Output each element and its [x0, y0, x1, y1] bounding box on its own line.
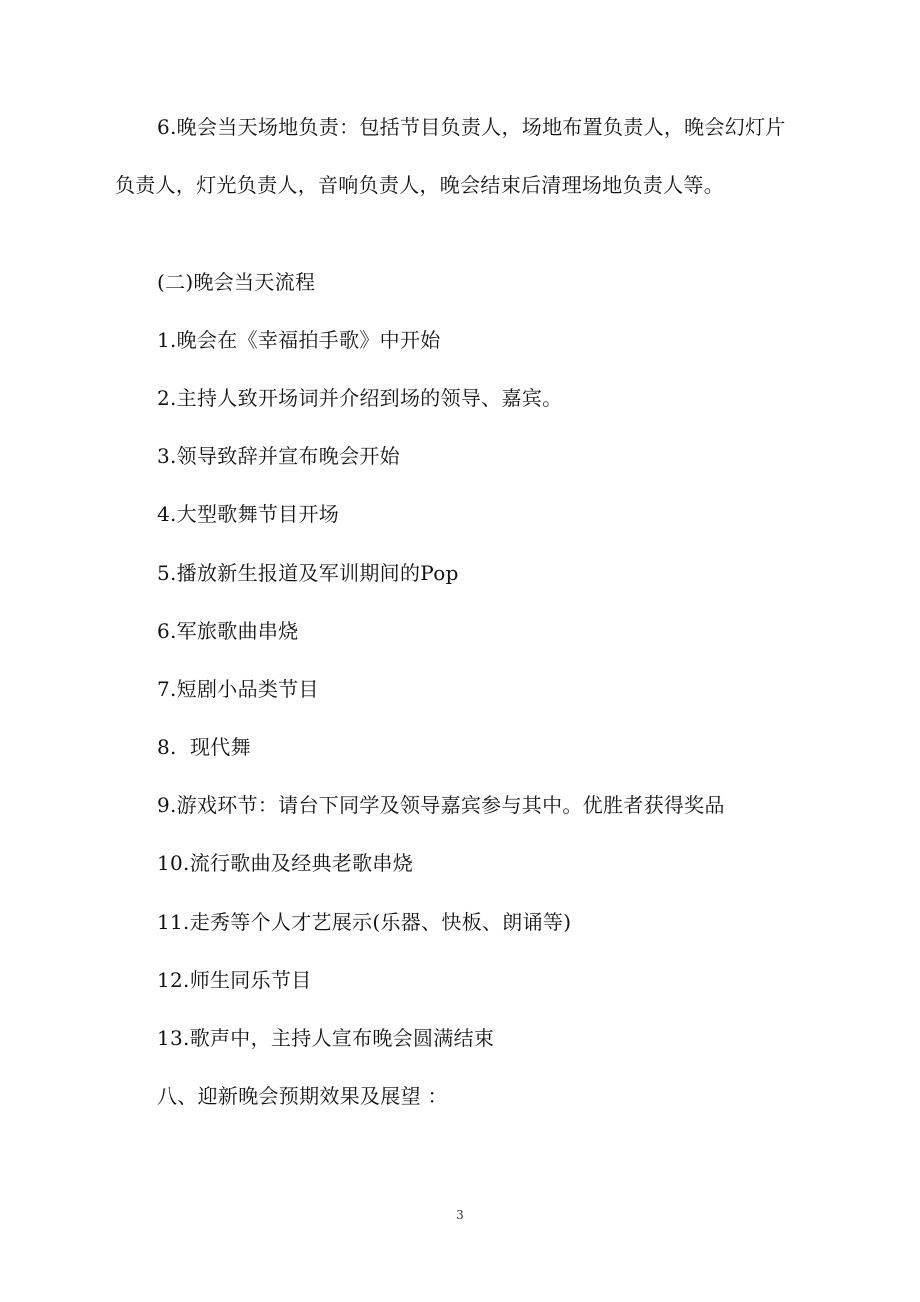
- list-item: 1.晚会在《幸福拍手歌》中开始: [157, 328, 441, 352]
- list-item: 13.歌声中，主持人宣布晚会圆满结束: [157, 1026, 495, 1050]
- list-item: 11.走秀等个人才艺展示(乐器、快板、朗诵等): [157, 910, 572, 934]
- list-item: 7.短剧小品类节目: [157, 677, 319, 701]
- list-item: 10.流行歌曲及经典老歌串烧: [157, 851, 414, 875]
- section-heading: (二)晚会当天流程: [157, 270, 316, 294]
- list-item: 12.师生同乐节目: [157, 968, 312, 992]
- list-item: 8. 现代舞: [157, 735, 251, 759]
- page-number: 3: [456, 1208, 464, 1222]
- list-item: 2.主持人致开场词并介绍到场的领导、嘉宾。: [157, 386, 563, 410]
- list-item: 3.领导致辞并宣布晚会开始: [157, 444, 400, 468]
- list-item: 5.播放新生报道及军训期间的Pop: [157, 561, 459, 585]
- intro-paragraph: 6.晚会当天场地负责：包括节目负责人，场地布置负责人，晚会幻灯片负责人，灯光负责人，音响负责人，晚会结束后清理场地负责人等。: [115, 115, 786, 197]
- list-item: 4.大型歌舞节目开场: [157, 502, 340, 526]
- closing-heading: 八、迎新晚会预期效果及展望 ：: [157, 1084, 448, 1108]
- list-item: 9.游戏环节：请台下同学及领导嘉宾参与其中。优胜者获得奖品: [157, 793, 725, 817]
- list-item: 6.军旅歌曲串烧: [157, 619, 299, 643]
